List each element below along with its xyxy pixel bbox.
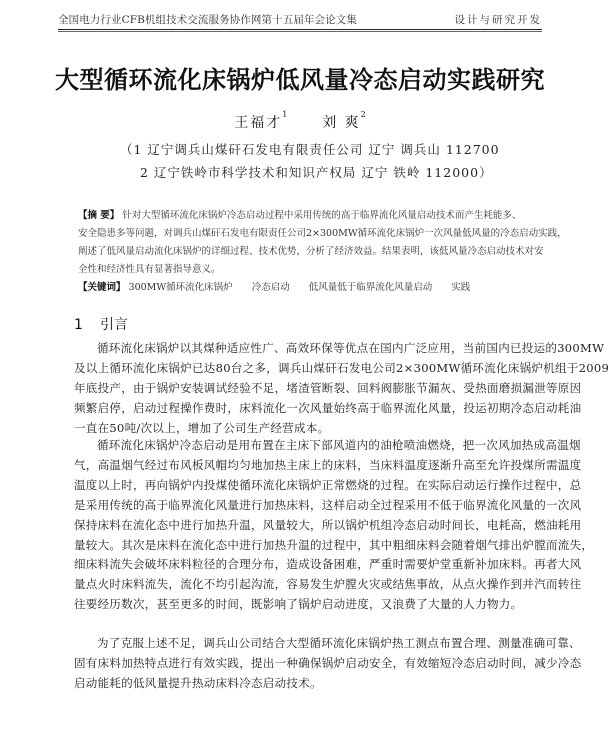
- paragraph-line: 循环流化床锅炉冷态启动是用布置在主床下部风道内的油枪喷油燃烧，把一次风加热成高温烟: [97, 438, 581, 452]
- header-divider: [58, 29, 542, 30]
- keyword-item: 低风量低于临界流化风量启动: [308, 282, 433, 293]
- section-number: 1: [74, 317, 83, 333]
- abstract-label: 【摘 要】: [78, 210, 120, 221]
- paragraph-line: 量较大。其次是床料在流化态中进行加热升温的过程中，其中粗细床料会随着烟气排出炉膛而流失，: [74, 537, 594, 552]
- abstract-line-1: [78, 207, 528, 225]
- paragraph-line: 往要经历数次，甚至更多的时间，既影响了锅炉启动进度，又浪费了大量的人力物力。: [74, 597, 523, 612]
- paragraph-line: 保持床料在流化态中进行加热升温，风量较大，所以锅炉机组冷态启动时间长，电耗高，燃油耗用: [74, 517, 582, 532]
- section-heading: [74, 314, 128, 334]
- paragraph-line: 细床料流失会破坏床料粒径的合理分布，造成设备困难，严重时需要炉堂重新补加床料。再者大风: [74, 557, 582, 572]
- paragraph-line: 频繁启停，启动过程操作费时，床料流化一次风量始终高于临界流化风量，投运初期冷态启动耗油: [74, 400, 582, 415]
- keyword-item: 实践: [451, 282, 471, 293]
- header-left-text: 全国电力行业CFB机组技术交流服务协作网第十五届年会论文集: [58, 14, 357, 26]
- paragraph-line: 温度以上时，再向锅炉内投煤使循环流化床锅炉正常燃烧的过程。在实际启动运行操作过程中，总: [74, 477, 582, 492]
- abstract-text: 安全隐患多等问题，对调兵山煤矸石发电有限责任公司2×300MW循环流化床锅炉一次风量低风量的冷态启动实践，: [78, 228, 567, 239]
- paragraph-line: 气，高温烟气经过布风板风帽均匀地加热主床上的床料，当床料温度逐渐升高至允许投煤所需温度: [74, 457, 582, 472]
- paragraph-line: 为了克服上述不足，调兵山公司结合大型循环流化床锅炉热工测点布置合理、测量准确可靠、: [97, 636, 581, 650]
- paragraph-line: 固有床料加热特点进行有效实践，提出一种确保锅炉启动安全，有效缩短冷态启动时间，减少冷态: [74, 655, 582, 670]
- paragraph-line: 是采用传统的高于临界流化风量进行加热床料，这样启动全过程采用不低于临界流化风量的一次风: [74, 497, 582, 512]
- keyword-item: 冷态启动: [251, 282, 290, 293]
- paragraph-1: [74, 339, 609, 439]
- affiliation-2: 2 辽宁铁岭市科学技术和知识产权局 辽宁 铁岭 112000）: [140, 165, 493, 180]
- keyword-item: 300MW循环流化床锅炉: [128, 282, 233, 293]
- author-line: [0, 112, 600, 132]
- paper-title: 大型循环流化床锅炉低风量冷态启动实践研究: [55, 66, 545, 94]
- keywords-label: 【关键词】: [78, 282, 126, 293]
- author-name: 刘 爽: [322, 115, 361, 131]
- paragraph-2: [74, 436, 594, 615]
- paragraph-line: 循环流化床锅炉以其煤种适应性广、高效环保等优点在国内广泛应用，当前国内已投运的300MW: [97, 341, 605, 355]
- header-divider-thin: [58, 31, 542, 32]
- paragraph-line: 年底投产，由于锅炉安装调试经验不足，堵渣管断裂、回料阀膨胀节漏灰、受热面磨损漏泄等原因: [74, 380, 582, 395]
- abstract-block: [78, 207, 567, 279]
- paragraph-3: [74, 634, 582, 694]
- running-header: [58, 10, 542, 28]
- header-right-text: 设计与研究开发: [454, 14, 542, 26]
- paragraph-line: 一直在50吨/次以上，增加了公司生产经营成本。: [74, 420, 330, 435]
- affiliation-1: （1 辽宁调兵山煤矸石发电有限责任公司 辽宁 调兵山 112700: [120, 142, 500, 157]
- author-affil-mark: 2: [360, 110, 366, 119]
- author-affil-mark: 1: [282, 110, 288, 119]
- abstract-text: 针对大型循环流化床锅炉冷态启动过程中采用传统的高于临界流化风量启动技术而产生耗能多、: [122, 210, 522, 221]
- section-title: 引言: [100, 317, 128, 333]
- paragraph-line: 启动能耗的低风量提升热动床料冷态启动技术。: [74, 675, 322, 690]
- author-name: 王福才: [234, 115, 283, 131]
- abstract-text: 全性和经济性具有显著指导意义。: [78, 264, 221, 275]
- keywords-block: [78, 279, 528, 293]
- paragraph-line: 及以上循环流化床锅炉已达80台之多，调兵山煤矸石发电公司2×300MW循环流化床锅炉机组于2009: [74, 360, 609, 375]
- abstract-text: 阐述了低风量启动流化床锅炉的详细过程、技术优势，分析了经济效益。结果表明，该低风量冷态启动技术对安: [78, 246, 544, 257]
- paragraph-line: 量点火时床料流失，流化不均引起沟流，容易发生炉膛火灾或结焦事故，从点火操作到并汽而转往: [74, 577, 582, 592]
